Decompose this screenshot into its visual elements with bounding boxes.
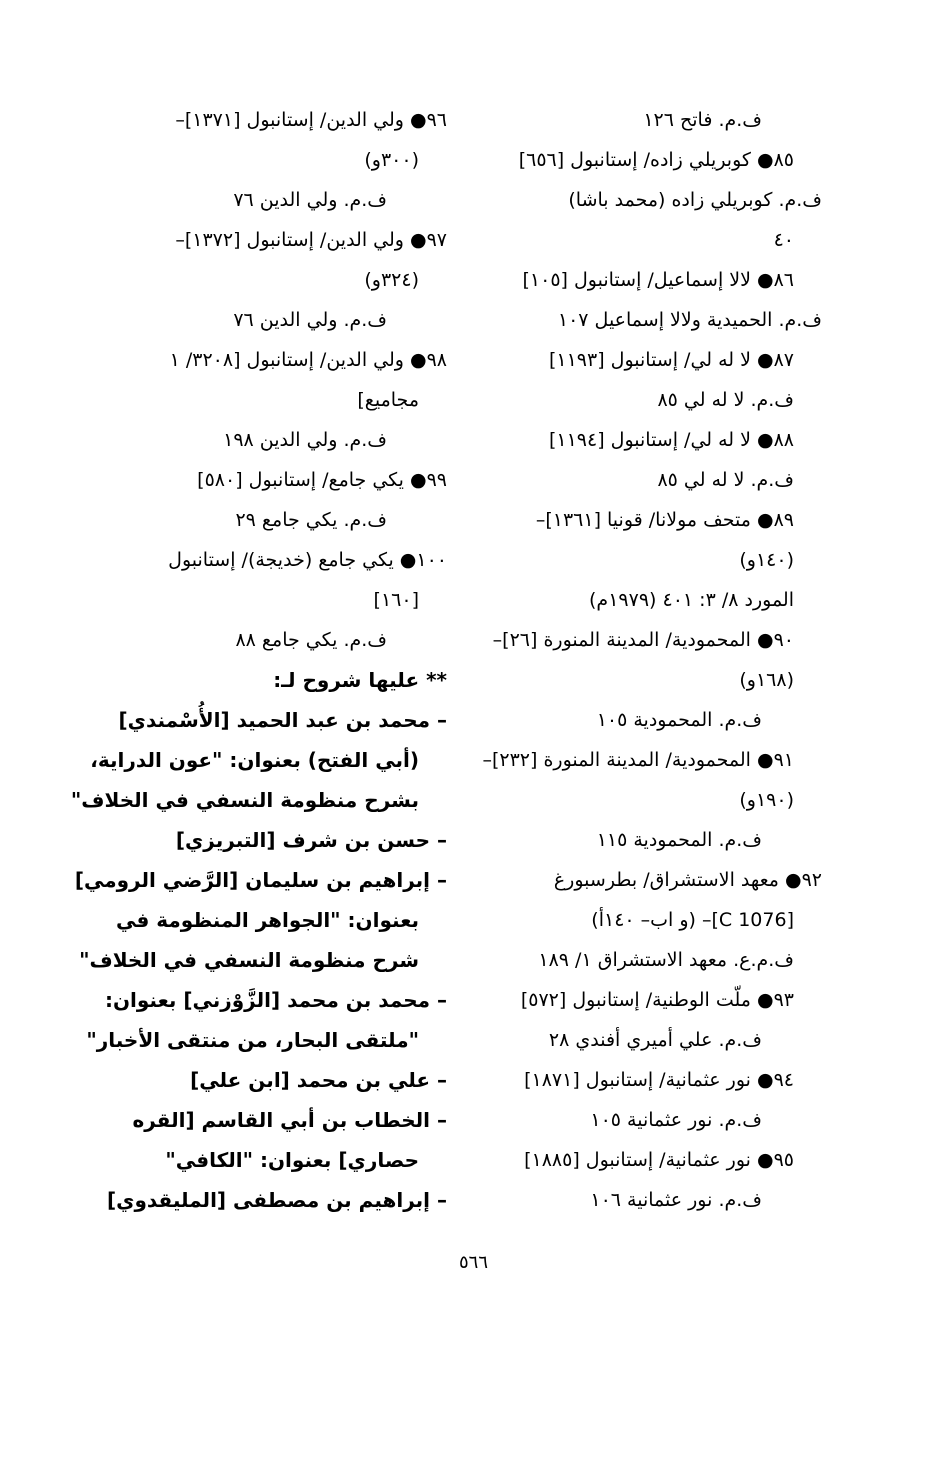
left-column-line: ف.م. ولي الدين ١٩٨ [223, 429, 387, 451]
left-column-line: بعنوان: "الجواهر المنظومة في [115, 908, 419, 932]
left-column-line: ف.م. يكي جامع ٨٨ [235, 629, 387, 651]
left-column-line: مجاميع] [357, 389, 419, 411]
left-column-line: ف.م. يكي جامع ٢٩ [235, 509, 387, 531]
right-column-line: ٨٧● لا له لي/ إستانبول [١١٩٣] [548, 349, 794, 371]
right-column-line: ٩١● المحمودية/ المدينة المنورة [٢٣٢]– [482, 749, 794, 771]
left-column-line: [١٦٠] [373, 589, 419, 611]
left-column-line: ٩٨● ولي الدين/ إستانبول [٣٢٠٨/ ١ [169, 349, 447, 371]
right-column-line: ف.م. علي أميري أفندي ٢٨ [548, 1029, 762, 1051]
left-column-line: – محمد بن عبد الحميد [الأُسْمندي] [118, 708, 447, 732]
left-column-line: – علي بن محمد [ابن علي] [190, 1068, 447, 1092]
page-number: ٥٦٦ [458, 1252, 488, 1273]
left-column-line: ** عليها شروح لـ: [273, 668, 447, 692]
right-column-line: ف.م. كوبريلي زاده (محمد باشا) [568, 189, 822, 211]
left-column-line: (٣٢٤و) [364, 269, 419, 291]
right-column-line: ٩٥● نور عثمانية/ إستانبول [١٨٨٥] [524, 1149, 794, 1171]
right-column-line: ٨٩● متحف مولانا/ قونيا [١٣٦١]– [535, 509, 794, 531]
left-column-line: ٩٧● ولي الدين/ إستانبول [١٣٧٢]– [175, 229, 447, 251]
right-column-line: ف.م. لا له لي ٨٥ [657, 389, 794, 411]
left-column-line: ف.م. ولي الدين ٧٦ [233, 189, 387, 211]
left-column-line: بشرح منظومة النسفي في الخلاف" [70, 788, 419, 812]
right-column-line: (١٦٨و) [739, 669, 794, 691]
right-column-line: ف.م. المحمودية ١١٥ [596, 829, 762, 851]
right-column-line: ٩٠● المحمودية/ المدينة المنورة [٢٦]– [492, 629, 794, 651]
right-column-line: ف.م. الحميدية ولالا إسماعيل ١٠٧ [557, 309, 822, 331]
right-column-line: المورد ٨/ ٣: ٤٠١ (١٩٧٩م) [589, 589, 794, 611]
left-column-line: (٣٠٠و) [364, 149, 419, 171]
right-column-line: ٩٤● نور عثمانية/ إستانبول [١٨٧١] [524, 1069, 794, 1091]
right-column-line: ف.م.ع. معهد الاستشراق ١/ ١٨٩ [538, 949, 794, 971]
right-column-line: ف.م. فاتح ١٢٦ [643, 109, 762, 131]
right-column-line: (١٤٠و) [739, 549, 794, 571]
left-column-line: – حسن بن شرف [التبريزي] [175, 828, 447, 852]
left-column [70, 100, 447, 1220]
right-column-line: ٨٥● كوبريلي زاده/ إستانبول [٦٥٦] [518, 149, 794, 171]
right-column-line: ف.م. نور عثمانية ١٠٥ [590, 1109, 762, 1131]
left-column-line: ٩٩● يكي جامع/ إستانبول [٥٨٠] [197, 469, 447, 491]
left-column-line: (أبي الفتح) بعنوان: "عون الدراية، [90, 748, 419, 772]
left-column-line: حصاري] بعنوان: "الكافي" [165, 1148, 419, 1172]
left-column-line: – إبراهيم بن سليمان [الرَّضي الرومي] [74, 868, 447, 892]
left-column-line: "ملتقى البحار، من منتقى الأخبار" [86, 1028, 419, 1052]
right-column-line: ٩٣● ملّت الوطنية/ إستانبول [٥٧٢] [520, 989, 794, 1011]
right-column-line: ف.م. لا له لي ٨٥ [657, 469, 794, 491]
right-column-line: ف.م. نور عثمانية ١٠٦ [590, 1189, 762, 1211]
left-column-line: ٩٦● ولي الدين/ إستانبول [١٣٧١]– [175, 109, 447, 131]
right-column-line: ٤٠ [773, 229, 794, 251]
left-column-line: – إبراهيم بن مصطفى [المليقدوي] [106, 1188, 447, 1212]
left-column-line: ١٠٠● يكي جامع (خديجة)/ إستانبول [168, 549, 447, 571]
left-column-line: ف.م. ولي الدين ٧٦ [233, 309, 387, 331]
right-column-line: ٩٢● معهد الاستشراق/ بطرسبورغ [553, 869, 822, 891]
left-column-line: – الخطاب بن أبي القاسم [القره [132, 1108, 447, 1132]
left-column-line: شرح منظومة النسفي في الخلاف" [79, 948, 419, 972]
right-column-line: ٨٨● لا له لي/ إستانبول [١١٩٤] [548, 429, 794, 451]
right-column-line: [C 1076]– (و اب– ١٤٠أ) [591, 909, 794, 931]
right-column-line: ف.م. المحمودية ١٠٥ [596, 709, 762, 731]
left-column-line: – محمد بن محمد [الزَّوْزني] بعنوان: [104, 988, 447, 1012]
right-column-line: ٨٦● لالا إسماعيل/ إستانبول [١٠٥] [522, 269, 794, 291]
right-column [482, 100, 822, 1220]
right-column-line: (١٩٠و) [739, 789, 794, 811]
